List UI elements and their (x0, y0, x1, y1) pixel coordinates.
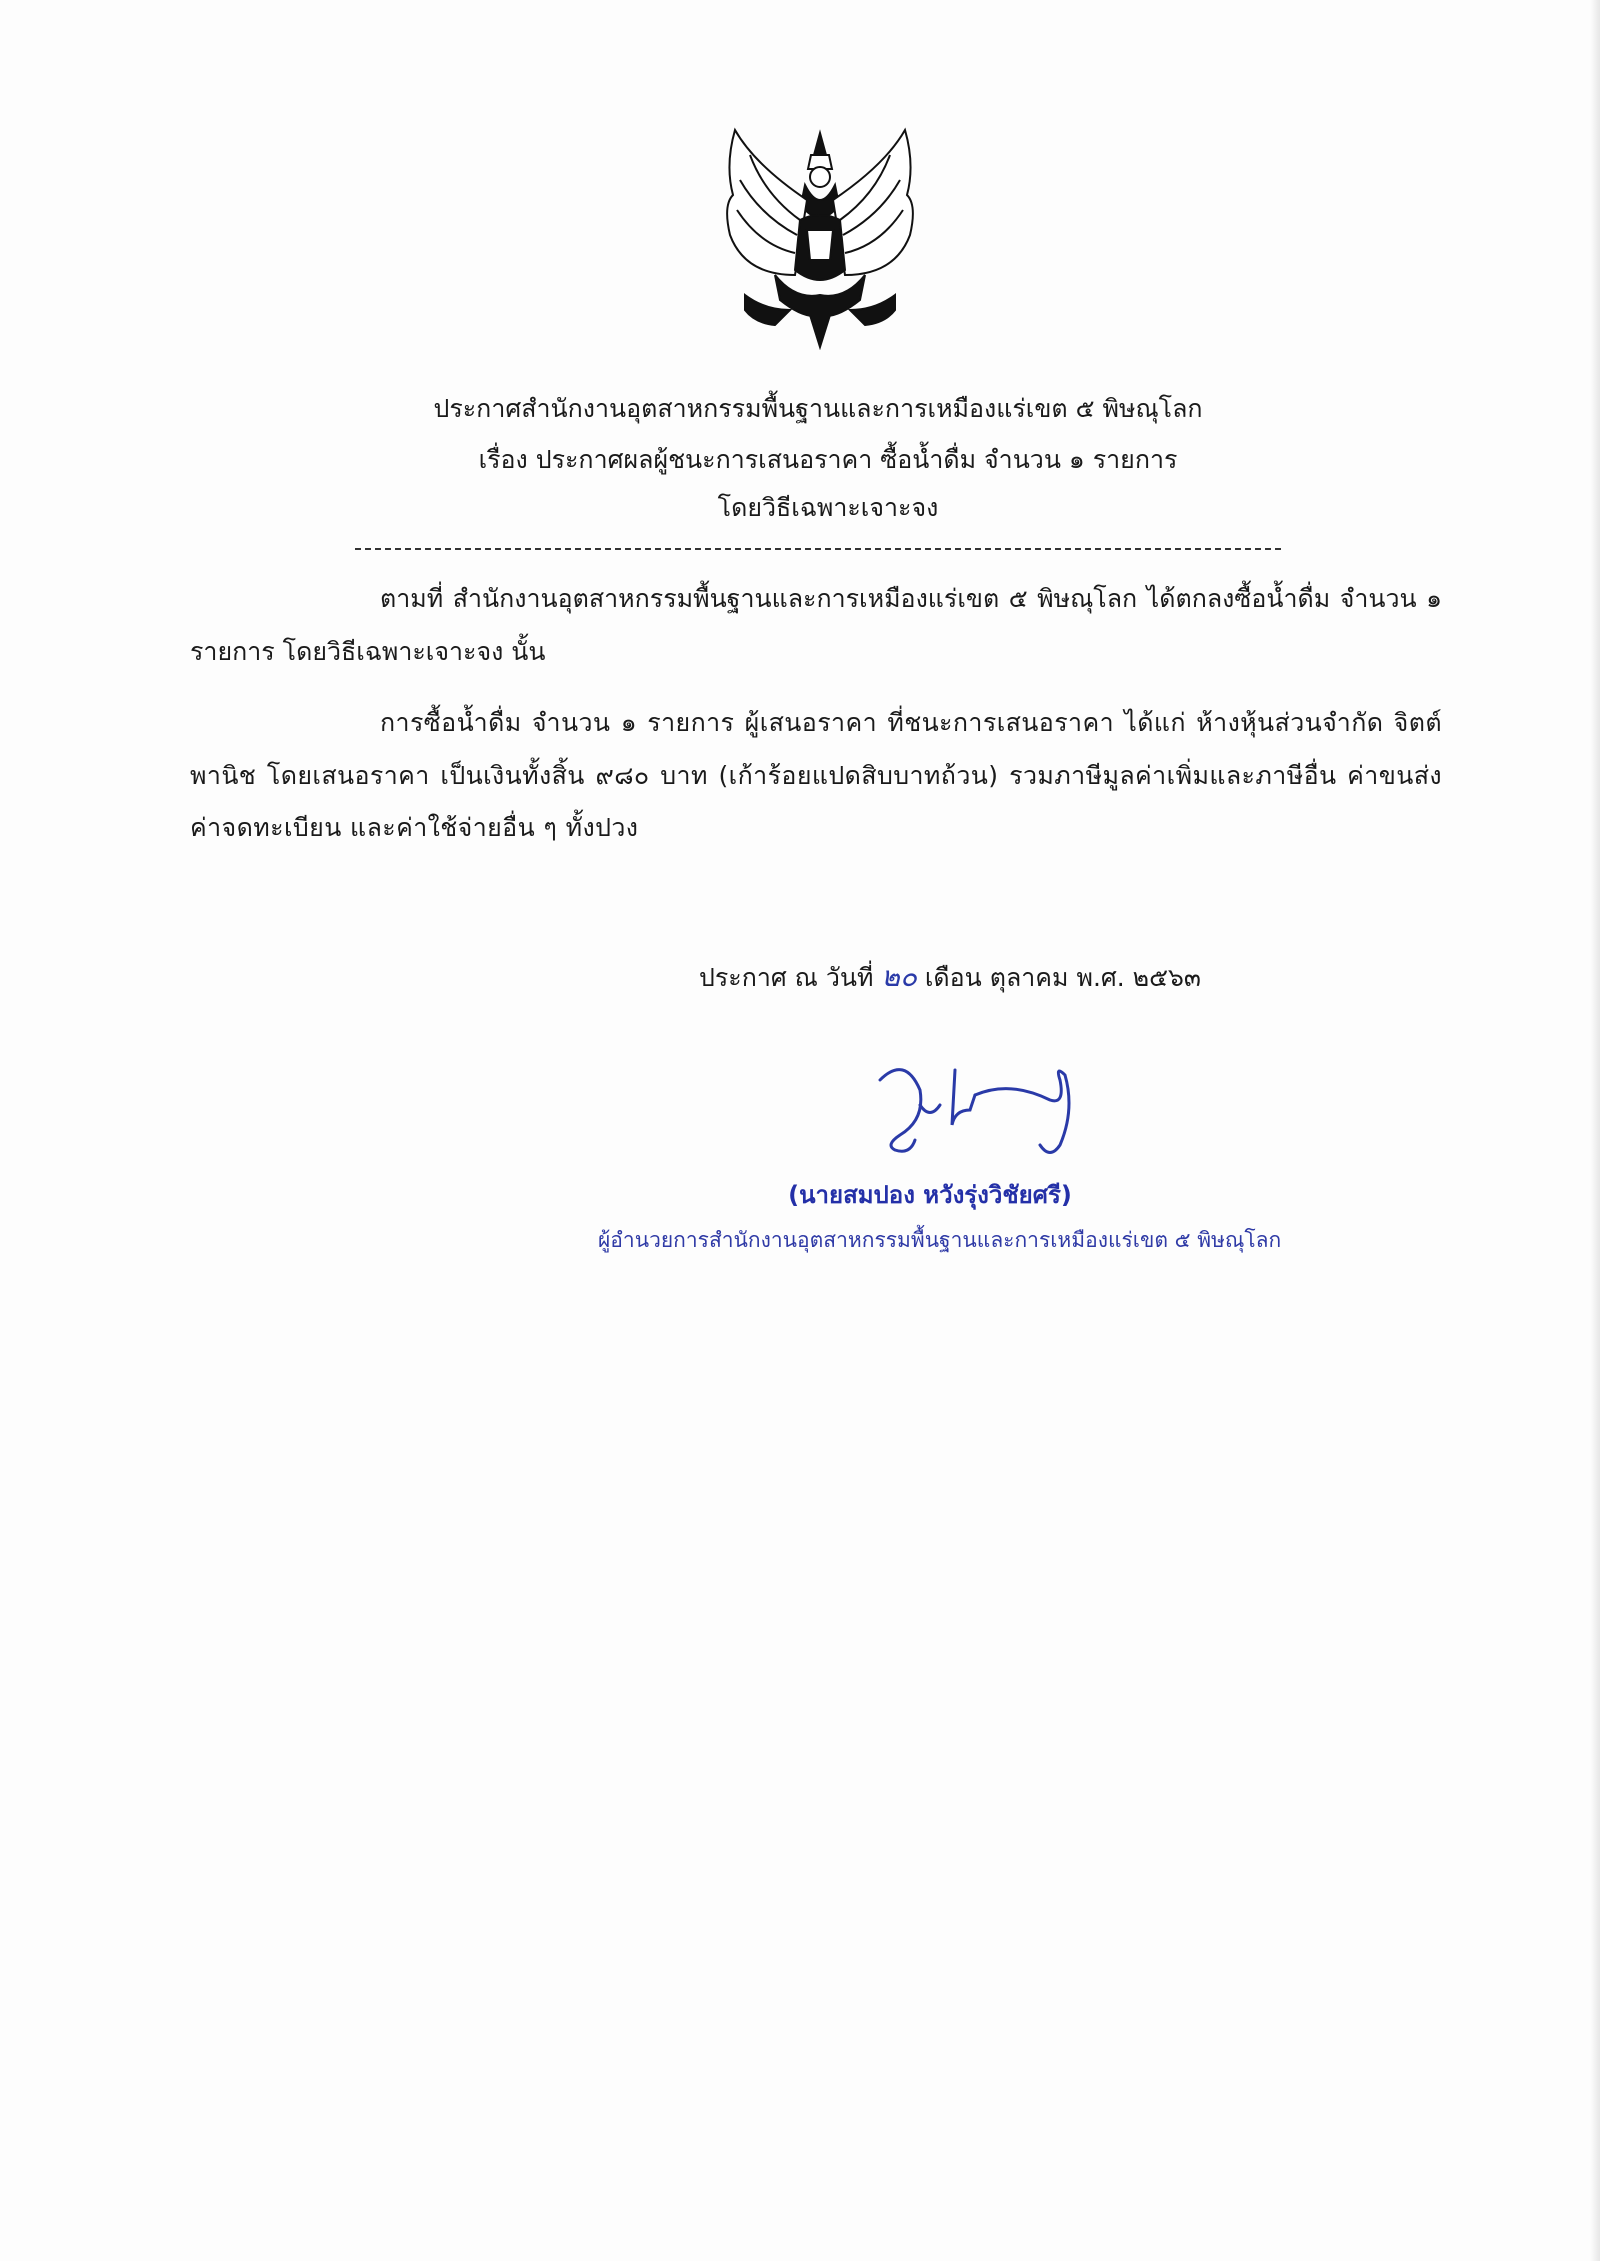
signatory-name: (นายสมปอง หวังรุ่งวิชัยศรี) (788, 1181, 1072, 1209)
date-suffix: เดือน ตุลาคม พ.ศ. ๒๕๖๓ (916, 963, 1202, 992)
signatory-position: ผู้อำนวยการสำนักงานอุตสาหกรรมพื้นฐานและการเหมืองแร่เขต ๕ พิษณุโลก (598, 1228, 1282, 1252)
date-prefix: ประกาศ ณ วันที่ (698, 963, 882, 992)
paragraph-result: การซื้อน้ำดื่ม จำนวน ๑ รายการ ผู้เสนอราคา ที่ชนะการเสนอราคา ได้แก่ ห้างหุ้นส่วนจำกัด จิตต์พานิช โดยเสนอราคา เป็นเงินทั้งสิ้น ๙๘๐ บาท (เก้าร้อยแปดสิบบาทถ้วน) รวมภาษีมูลค่าเพิ่มและภาษีอื่น ค่าขนส่ง ค่าจดทะเบียน และค่าใช้จ่ายอื่น ๆ ทั้งปวง (190, 708, 1442, 842)
announcement-method: โดยวิธีเฉพาะเจาะจง (717, 493, 939, 522)
announcement-date (150, 955, 1600, 999)
page-edge-shadow (1590, 0, 1600, 2261)
dashed-divider (355, 548, 1281, 550)
announcement-subject: เรื่อง ประกาศผลผู้ชนะการเสนอราคา ซื้อน้ำดื่ม จำนวน ๑ รายการ (478, 445, 1178, 474)
paragraph-background: ตามที่ สำนักงานอุตสาหกรรมพื้นฐานและการเหมืองแร่เขต ๕ พิษณุโลก ได้ตกลงซื้อน้ำดื่ม จำนวน ๑ รายการ โดยวิธีเฉพาะเจาะจง นั้น (190, 584, 1442, 666)
handwritten-signature (860, 1050, 1120, 1165)
date-day-handwritten: ๒๐ (881, 960, 917, 993)
announcement-title: ประกาศสำนักงานอุตสาหกรรมพื้นฐานและการเหมืองแร่เขต ๕ พิษณุโลก (433, 394, 1203, 423)
garuda-emblem-icon (715, 125, 925, 350)
